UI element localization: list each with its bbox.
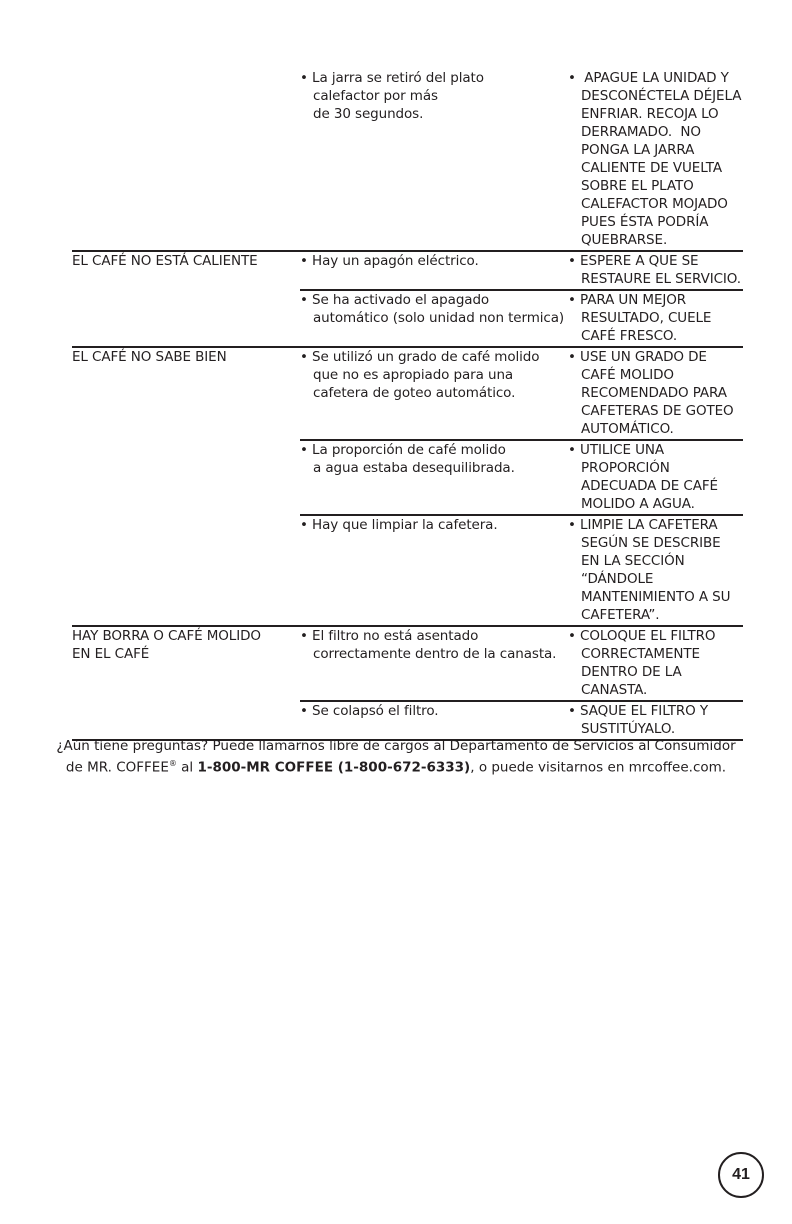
- phone-number: 1-800-MR COFFEE (1-800-672-6333): [197, 759, 471, 776]
- cause-text: • Se utilizó un grado de café molido: [300, 349, 540, 365]
- cause-text: • El filtro no está asentado: [300, 628, 479, 644]
- solution-text: • COLOQUE EL FILTRO: [568, 628, 716, 644]
- solution-text: DESCONÉCTELA DÉJELA: [581, 88, 742, 104]
- cause-text: cafetera de goteo automático.: [313, 385, 516, 401]
- solution-text: SOBRE EL PLATO: [581, 178, 694, 194]
- solution-text: • LIMPIE LA CAFETERA: [568, 517, 718, 533]
- solution-text: MANTENIMIENTO A SU: [581, 589, 731, 605]
- page-number: 41: [732, 1166, 750, 1183]
- cause-text: • La jarra se retiró del plato: [300, 70, 484, 86]
- solution-text: DENTRO DE LA: [581, 664, 682, 680]
- footer-line-2: de MR. COFFEE® al 1-800-MR COFFEE (1-800-672-6333), o puede visitarnos en mrcoffee.com.: [65, 759, 727, 776]
- cause-text: • Se ha activado el apagado: [300, 292, 490, 308]
- solution-text: CAFETERAS DE GOTEO: [581, 403, 734, 419]
- contact-footer: [0, 737, 792, 777]
- solution-text: • APAGUE LA UNIDAD Y: [568, 70, 729, 86]
- problem-label: EL CAFÉ NO SABE BIEN: [72, 349, 227, 365]
- problem-label: EL CAFÉ NO ESTÁ CALIENTE: [72, 253, 258, 269]
- solution-text: CORRECTAMENTE: [581, 646, 700, 662]
- solution-text: CAFETERA”.: [581, 607, 660, 623]
- footer-line-1: ¿Aún tiene preguntas? Puede llamarnos libre de cargos al Departamento de Servicios al Consumidor: [56, 738, 736, 754]
- solution-text: • PARA UN MEJOR: [568, 292, 687, 308]
- cause-text: • Hay un apagón eléctrico.: [300, 253, 479, 269]
- cause-text: que no es apropiado para una: [313, 367, 514, 383]
- solution-text: CAFÉ MOLIDO: [581, 367, 674, 383]
- cause-text: calefactor por más: [313, 88, 438, 104]
- problem-label: HAY BORRA O CAFÉ MOLIDO: [72, 628, 261, 644]
- solution-text: RECOMENDADO PARA: [581, 385, 727, 401]
- cause-text: a agua estaba desequilibrada.: [313, 460, 515, 476]
- solution-text: CAFÉ FRESCO.: [581, 328, 678, 344]
- solution-text: • SAQUE EL FILTRO Y: [568, 703, 709, 719]
- cause-text: de 30 segundos.: [313, 106, 424, 122]
- solution-text: SUSTITÚYALO.: [581, 721, 676, 737]
- solution-text: PROPORCIÓN: [581, 460, 670, 476]
- solution-text: “DÁNDOLE: [581, 571, 654, 587]
- cause-text: • Hay que limpiar la cafetera.: [300, 517, 498, 533]
- solution-text: CANASTA.: [581, 682, 648, 698]
- solution-text: • ESPERE A QUE SE: [568, 253, 699, 269]
- solution-text: ADECUADA DE CAFÉ: [581, 478, 718, 494]
- solution-text: RESULTADO, CUELE: [581, 310, 712, 326]
- solution-text: DERRAMADO. NO: [581, 124, 701, 140]
- solution-text: PUES ÉSTA PODRÍA: [581, 214, 709, 230]
- solution-text: CALEFACTOR MOJADO: [581, 196, 728, 212]
- solution-text: QUEBRARSE.: [581, 232, 668, 248]
- solution-text: ENFRIAR. RECOJA LO: [581, 106, 719, 122]
- solution-text: CALIENTE DE VUELTA: [581, 160, 723, 176]
- solution-text: EN LA SECCIÓN: [581, 553, 685, 569]
- solution-text: SEGÚN SE DESCRIBE: [581, 535, 721, 551]
- cause-text: automático (solo unidad non termica): [313, 310, 565, 326]
- solution-text: MOLIDO A AGUA.: [581, 496, 695, 512]
- page-number-badge: [718, 1152, 764, 1198]
- solution-text: AUTOMÁTICO.: [581, 421, 674, 437]
- solution-text: • UTILICE UNA: [568, 442, 665, 458]
- cause-text: • La proporción de café molido: [300, 442, 506, 458]
- cause-text: correctamente dentro de la canasta.: [313, 646, 557, 662]
- cause-text: • Se colapsó el filtro.: [300, 703, 439, 719]
- solution-text: PONGA LA JARRA: [581, 142, 695, 158]
- solution-text: • USE UN GRADO DE: [568, 349, 707, 365]
- solution-text: RESTAURE EL SERVICIO.: [581, 271, 741, 287]
- problem-label: EN EL CAFÉ: [72, 646, 150, 662]
